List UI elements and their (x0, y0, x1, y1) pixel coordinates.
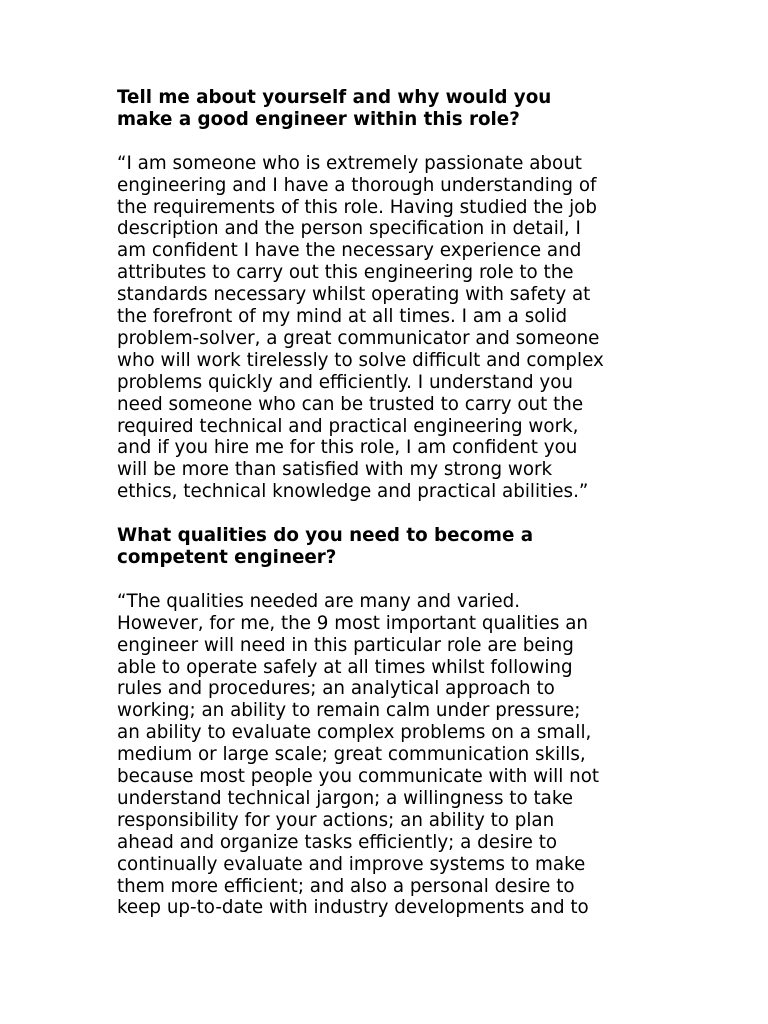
answer-line: understand technical jargon; a willingness to take (117, 787, 574, 809)
answer-line: who will work tirelessly to solve difficult and complex (117, 349, 604, 371)
answer-line: engineering and I have a thorough understanding of (117, 174, 597, 196)
answer-line: standards necessary whilst operating with safety at (117, 284, 591, 306)
answer-line: ethics, technical knowledge and practical abilities.” (117, 481, 589, 503)
answer-line: the forefront of my mind at all times. I am a solid (117, 306, 568, 328)
answer-line: “The qualities needed are many and varied. (117, 590, 521, 612)
question-heading (117, 87, 662, 131)
answer-line: responsibility for your actions; an ability to plan (117, 809, 555, 831)
answer-line: and if you hire me for this role, I am confident you (117, 437, 578, 459)
answer-paragraph (117, 153, 662, 504)
heading-line: What qualities do you need to become a (117, 525, 534, 547)
answer-paragraph (117, 591, 662, 920)
answer-line: them more efficient; and also a personal desire to (117, 875, 575, 897)
answer-line: However, for me, the 9 most important qualities an (117, 612, 589, 634)
answer-line: medium or large scale; great communication skills, (117, 744, 586, 766)
heading-line: Tell me about yourself and why would you (117, 87, 552, 108)
answer-line: able to operate safely at all times whilst following (117, 656, 573, 678)
question-heading (117, 525, 662, 569)
document-body (117, 87, 662, 919)
answer-line: “I am someone who is extremely passionate about (117, 152, 582, 174)
answer-line: an ability to evaluate complex problems on a small, (117, 722, 592, 744)
answer-line: keep up-to-date with industry developments and to (117, 897, 589, 919)
answer-line: continually evaluate and improve systems to make (117, 853, 586, 875)
answer-line: need someone who can be trusted to carry out the (117, 393, 584, 415)
answer-line: ahead and organize tasks efficiently; a desire to (117, 831, 558, 853)
answer-line: will be more than satisfied with my strong work (117, 459, 553, 481)
answer-line: because most people you communicate with will not (117, 766, 600, 788)
answer-line: problem-solver, a great communicator and someone (117, 327, 600, 349)
answer-line: rules and procedures; an analytical approach to (117, 678, 555, 700)
answer-line: am confident I have the necessary experience and (117, 240, 582, 262)
answer-line: required technical and practical engineering work, (117, 415, 579, 437)
answer-line: engineer will need in this particular role are being (117, 634, 574, 656)
heading-line: competent engineer? (117, 547, 337, 568)
paragraph-spacer (117, 503, 662, 525)
answer-line: attributes to carry out this engineering role to the (117, 262, 574, 284)
paragraph-spacer (117, 569, 662, 591)
answer-line: working; an ability to remain calm under pressure; (117, 700, 581, 722)
heading-line: make a good engineer within this role? (117, 108, 520, 130)
answer-line: the requirements of this role. Having studied the job (117, 196, 597, 218)
answer-line: problems quickly and efficiently. I understand you (117, 371, 573, 393)
paragraph-spacer (117, 131, 662, 153)
answer-line: description and the person specification in detail, I (117, 218, 581, 240)
